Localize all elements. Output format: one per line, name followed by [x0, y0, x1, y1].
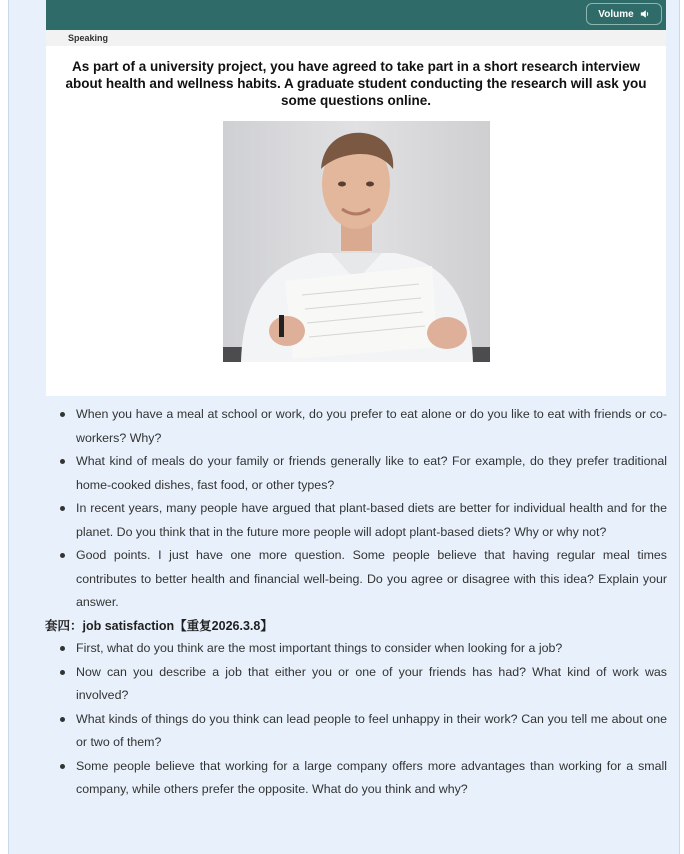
interviewer-image [223, 121, 490, 362]
job-question-list [58, 637, 667, 802]
list-item: What kinds of things do you think can lead people to feel unhappy in their work? Can you tell me about one or two of them? [58, 708, 667, 755]
task-prompt: As part of a university project, you have agreed to take part in a short research interview about health and wellness habits. A graduate student conducting the research will ask you some questions online. [65, 59, 647, 108]
meal-question-list [58, 403, 667, 615]
interviewer-video [223, 121, 490, 362]
exam-top-bar [46, 0, 666, 30]
list-item: Good points. I just have one more question. Some people believe that having regular meal times contributes to better health and financial well-being. Do you agree or disagree with this idea? Explain your answer. [58, 544, 667, 615]
list-item: Now can you describe a job that either you or one of your friends has had? What kind of work was involved? [58, 661, 667, 708]
list-item: What kind of meals do your family or friends generally like to eat? For example, do they prefer traditional home-cooked dishes, fast food, or other types? [58, 450, 667, 497]
list-item: First, what do you think are the most important things to consider when looking for a job? [58, 637, 667, 661]
volume-label: Volume [598, 8, 634, 20]
list-item: When you have a meal at school or work, do you prefer to eat alone or do you like to eat with friends or co-workers? Why? [58, 403, 667, 450]
article-page [8, 0, 680, 854]
section-label: Speaking [46, 30, 666, 46]
speaking-task-screenshot [46, 0, 666, 396]
list-item: In recent years, many people have argued that plant-based diets are better for individual health and for the planet. Do you think that in the future more people will adopt plant-based diets? Why or why not? [58, 497, 667, 544]
list-item: Some people believe that working for a large company offers more advantages than working for a small company, while others prefer the opposite. What do you think and why? [58, 755, 667, 802]
speaker-icon [640, 9, 650, 19]
section-heading: 套四：job satisfaction【重复2026.3.8】 [45, 619, 273, 633]
volume-button[interactable] [586, 3, 662, 25]
